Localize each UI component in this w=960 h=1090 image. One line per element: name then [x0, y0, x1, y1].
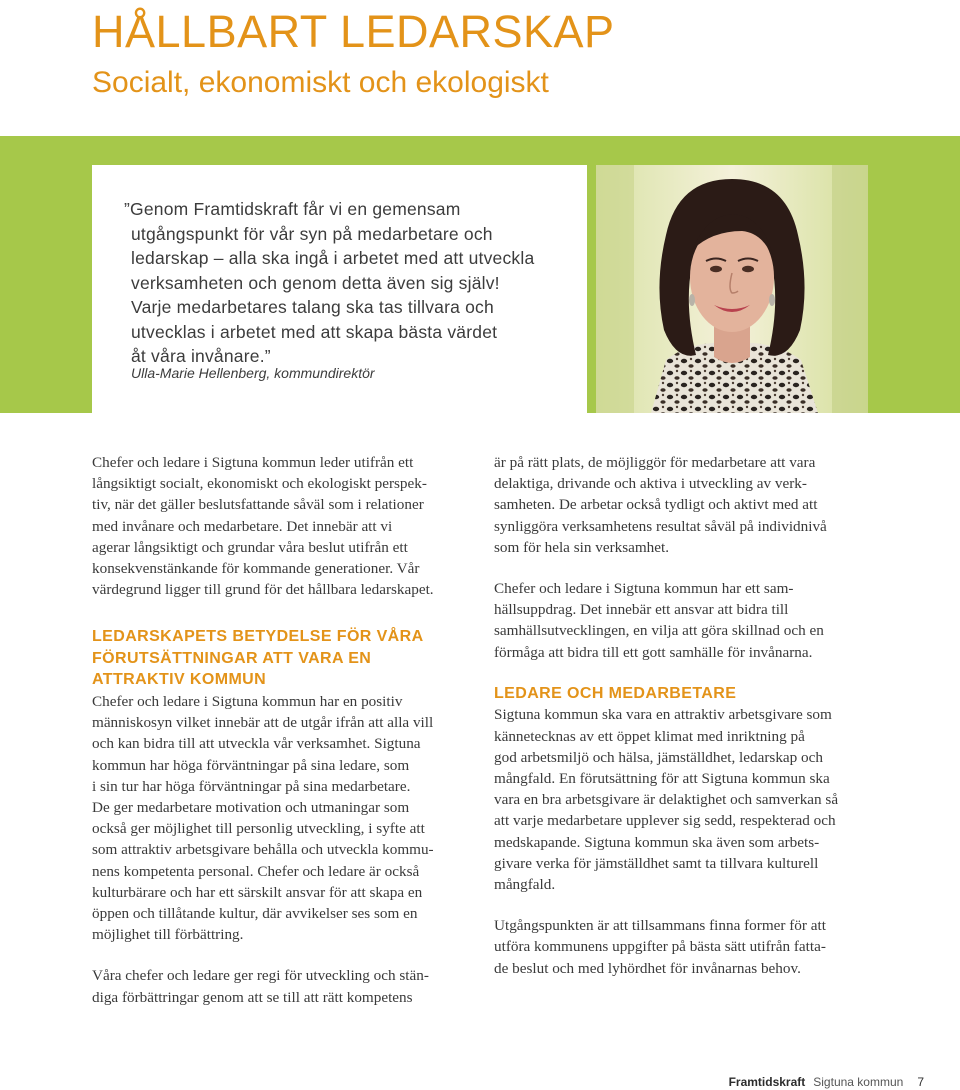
page-footer	[729, 1075, 924, 1089]
closing-paragraph: Våra chefer och ledare ger regi för utveckling och stän- diga förbättringar genom att se till att rätt kompetens	[92, 967, 429, 1006]
footer-brand: Framtidskraft	[728, 1075, 806, 1089]
left-column	[92, 452, 477, 1008]
samhallsuppdrag-paragraph: Chefer och ledare i Sigtuna kommun har ett sam- hällsuppdrag. Det innebär ett ansvar att bidra till samhällsutvecklingen, en vilja att göra skillnad och en förmåga att bidra till ett gott samhälle för invånarna.	[494, 580, 824, 661]
intro-paragraph: Chefer och ledare i Sigtuna kommun leder utifrån ett långsiktigt socialt, ekonomiskt och ekologiskt perspek- tiv, när det gäller beslutsfattande såväl som i relationer med invånare och medarbetare. Det innebär att vi agerar långsiktigt och grundar våra beslut utifrån ett konsekvenstänkande för kommande generationer. Vår värdegrund ligger till grund för det hållbara ledarskapet.	[92, 454, 434, 599]
section-heading-ledare-medarbetare: LEDARE OCH MEDARBETARE	[494, 684, 737, 702]
section-body-paragraph: Chefer och ledare i Sigtuna kommun har en positiv människosyn vilket innebär att de utgår ifrån att alla vill och kan bidra till att utveckla vår verksamhet. Sigtuna kommun har höga förväntningar på sina ledare, som i sin tur har höga förväntningar på sina medarbetare. De ger medarbetare motivation och utmaningar som också ger möjlighet till personlig utveckling, i syfte att som attraktiv arbetsgivare behålla och utveckla kommu- nens kompetenta personal. Chefer och ledare är också kulturbärare och har ett särskilt ansvar för att skapa en öppen och tillåtande kultur, där avvikelser ses som en möjlighet till förbättring.	[92, 692, 434, 944]
page-subtitle: Socialt, ekonomiskt och ekologiskt	[92, 66, 549, 99]
portrait-photo	[596, 165, 868, 413]
quote-box	[92, 165, 587, 413]
right-column	[494, 452, 879, 979]
page-title: HÅLLBART LEDARSKAP	[92, 6, 615, 57]
page-number: 7	[917, 1075, 924, 1089]
continued-paragraph: är på rätt plats, de möjliggör för medarbetare att vara delaktiga, drivande och aktiva i utveckling av verk- samheten. De arbetar också tydligt och aktivt med att synliggöra verksamhetens resultat såväl på individnivå som för hela sin verksamhet.	[494, 454, 827, 556]
arbetsgivare-paragraph: Sigtuna kommun ska vara en attraktiv arbetsgivare som kännetecknas av ett öppet klimat med inriktning på god arbetsmiljö och hälsa, jämställdhet, ledarskap och mångfald. En förutsättning för att Sigtuna kommun ska vara en bra arbetsgivare är delaktighet och samverkan så att varje medarbetare upplever sig sedd, respekterad och medskapande. Sigtuna kommun ska även som arbets- givare verka för jämställdhet samt ta tillvara kulturell mångfald.	[494, 706, 839, 893]
quote-author: Ulla-Marie Hellenberg, kommundirektör	[131, 365, 375, 381]
utgangspunkt-paragraph: Utgångspunkten är att tillsammans finna former för att utföra kommunens uppgifter på bästa sätt utifrån fatta- de beslut och med lyhördhet för invånarnas behov.	[494, 917, 826, 977]
section-heading-attraktiv-kommun: LEDARSKAPETS BETYDELSE FÖR VÅRA FÖRUTSÄTTNINGAR ATT VARA EN ATTRAKTIV KOMMUN	[92, 628, 424, 689]
quote-text: ”Genom Framtidskraft får vi en gemensam utgångspunkt för vår syn på medarbetare och ledarskap – alla ska ingå i arbetet med att utveckla verksamheten och genom detta även sig själv! Varje medarbetares talang ska tas tillvara och utvecklas i arbetet med att skapa bästa värdet åt våra invånare.”	[124, 199, 535, 366]
footer-organization: Sigtuna kommun	[813, 1075, 904, 1089]
